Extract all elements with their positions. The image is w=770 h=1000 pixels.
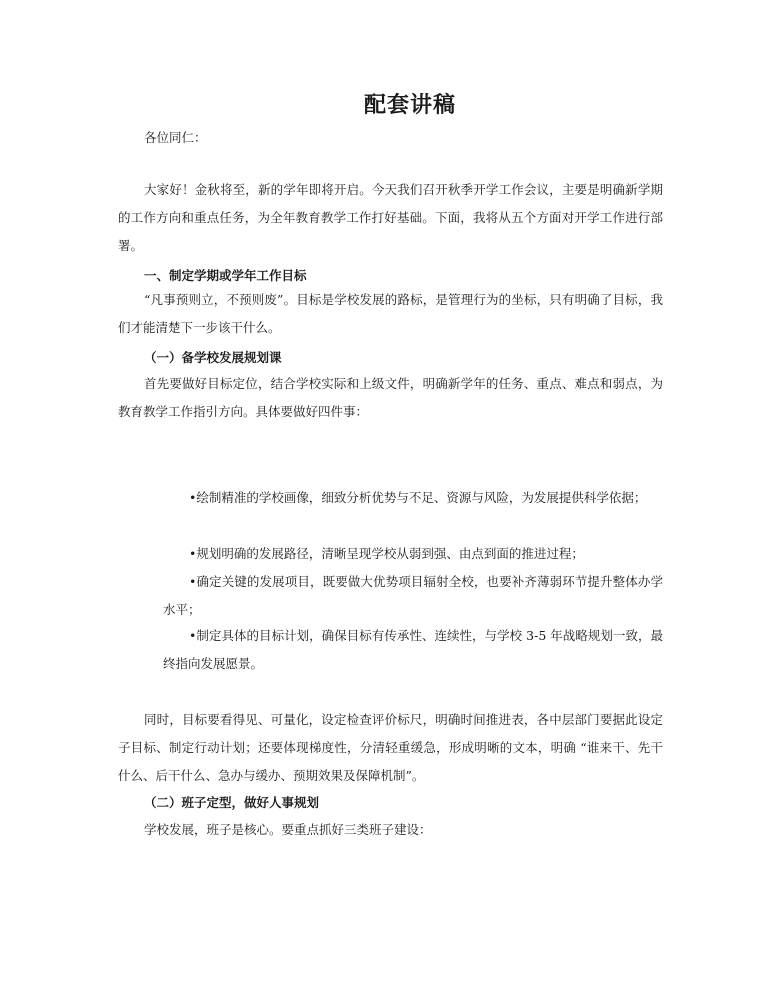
greeting bbox=[118, 124, 663, 152]
bullet-dot-4: • bbox=[189, 628, 197, 643]
bullet-text-1: 绘制精准的学校画像，细致分析优势与不足、资源与风险，为发展提供科学依据； bbox=[196, 490, 647, 505]
page-title: 配套讲稿 bbox=[363, 92, 456, 118]
bullet-text-4: 制定具体的目标计划，确保目标有传承性、连续性，与学校 3-5 年战略规划一致，最终指向发展愿景。 bbox=[163, 628, 663, 671]
bullet-item-2 bbox=[163, 540, 663, 568]
section-1-body: “凡事预则立，不预则废”。目标是学校发展的路标，是管理行为的坐标，只有明确了目标，我们才能清楚下一步该干什么。 bbox=[118, 292, 663, 335]
bullet-text-2: 规划明确的发展路径，清晰呈现学校从弱到强、由点到面的推进过程； bbox=[196, 546, 584, 561]
closing-paragraph: 同时，目标要看得见、可量化，设定检查评价标尺，明确时间推进表，各中层部门要据此设定子目标、制定行动计划；还要体现梯度性，分清轻重缓急，形成明晰的文本，明确 “谁来干、先干什么、后干什么、急办与缓办、预期效果及保障机制”。 bbox=[118, 712, 663, 783]
subsection-2-heading: （二）班子定型，做好人事规划 bbox=[144, 795, 320, 810]
section-1-heading: 一、制定学期或学年工作目标 bbox=[144, 268, 307, 283]
intro-paragraph: 大家好！金秋将至，新的学年即将开启。今天我们召开秋季开学工作会议，主要是明确新学期的工作方向和重点任务，为全年教育教学工作打好基础。下面，我将从五个方面对开学工作进行部署。 bbox=[118, 182, 663, 253]
bullet-dot-1: • bbox=[189, 490, 197, 505]
bullet-item-4 bbox=[163, 622, 663, 678]
greeting-text: 各位同仁： bbox=[144, 130, 207, 145]
subsection-1-heading: （一）备学校发展规划课 bbox=[144, 350, 282, 365]
subsection-2-body: 学校发展，班子是核心。要重点抓好三类班子建设： bbox=[144, 822, 432, 837]
bullet-dot-2: • bbox=[189, 546, 197, 561]
subsection-1-body: 首先要做好目标定位，结合学校实际和上级文件，明确新学年的任务、重点、难点和弱点，为教育教学工作指引方向。具体要做好四件事： bbox=[118, 376, 663, 419]
bullet-dot-3: • bbox=[189, 574, 197, 589]
bullet-text-3: 确定关键的发展项目，既要做大优势项目辐射全校，也要补齐薄弱环节提升整体办学水平； bbox=[163, 574, 663, 617]
bullet-item-1 bbox=[163, 484, 663, 512]
bullet-item-3 bbox=[163, 568, 663, 624]
